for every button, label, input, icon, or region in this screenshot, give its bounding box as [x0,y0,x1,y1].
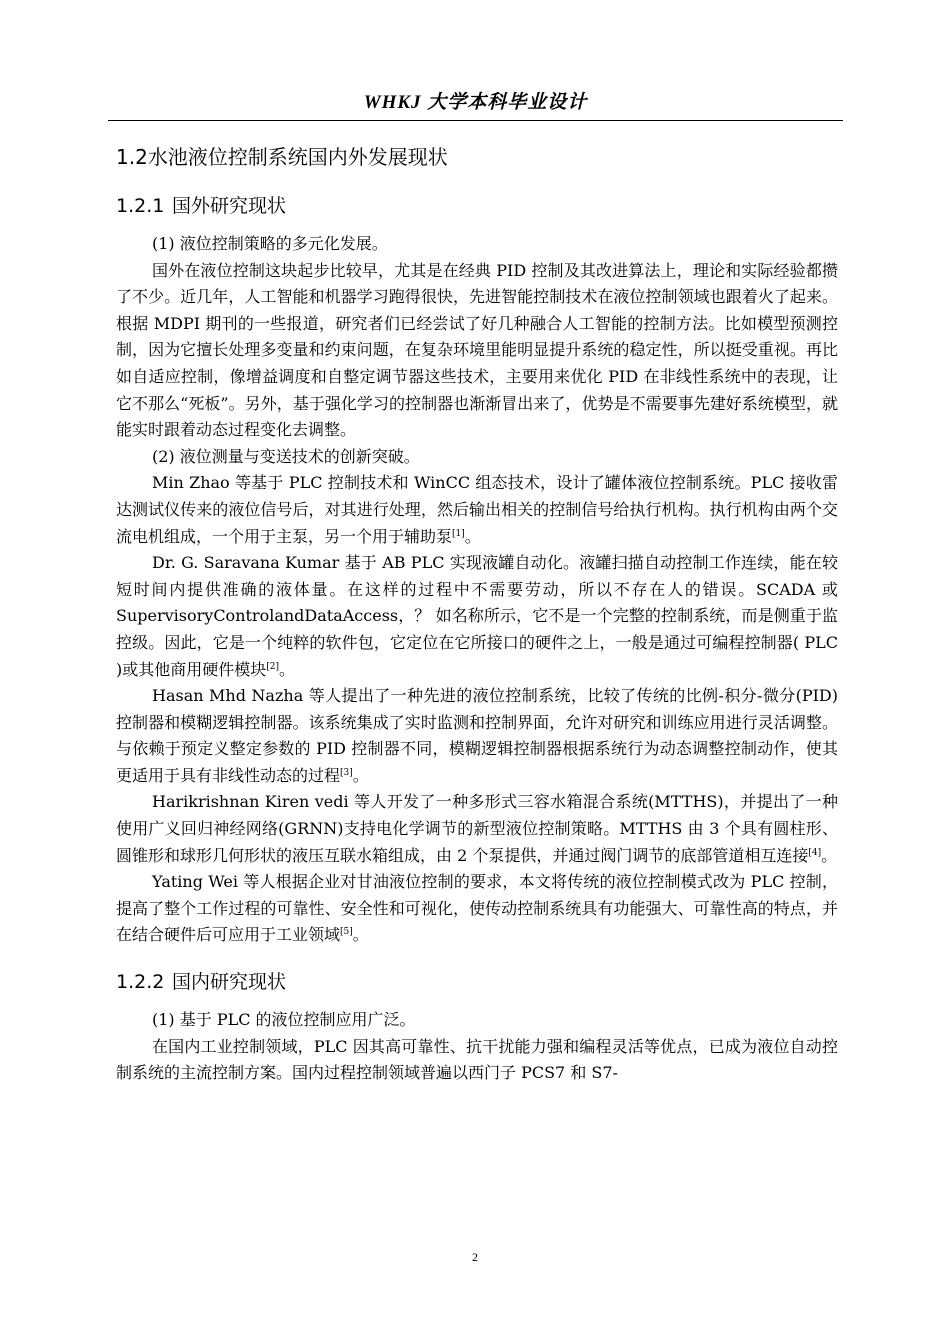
paragraph-end: 。 [821,845,838,865]
subsection-heading-foreign [116,189,838,223]
paragraph: 在国内工业控制领域，PLC 因其高可靠性、抗干扰能力强和编程灵活等优点，已成为液位自动控制系统的主流控制方案。国内过程控制领域普遍以西门子 PCS7 和 S7- [116,1036,838,1083]
subsection-title: 国内研究现状 [172,971,287,994]
section-number: 1.2 [116,145,148,169]
section-title: 水池液位控制系统国内外发展现状 [147,145,448,169]
citation: [1] [452,528,465,539]
paragraph-text: Hasan Mhd Nazha 等人提出了一种先进的液位控制系统，比较了传统的比例-积分-微分(PID)控制器和模糊逻辑控制器。该系统集成了实时监测和控制界面，允许对研究和训练应用进行灵活调整。与依赖于预定义整定参数的 PID 控制器不同，模糊逻辑控制器根据系统行为动态调整控制动作，使其更适用于具有非线性动态的过程 [116,686,838,785]
page-body [116,140,838,1087]
citation: [3] [340,767,353,778]
paragraph-end: 。 [464,526,481,546]
paragraph-text: Dr. G. Saravana Kumar 基于 AB PLC 实现液罐自动化。液罐扫描自动控制工作连续，能在较短时间内提供准确的液体量。在这样的过程中不需要劳动，所以不存在人的错误。SCADA 或 SupervisoryControlandDataAccess，？ 如名称所示，它不是一个完整的控制系统，而是侧重于监控级。因此，它是一个纯粹的软件包，它定位在它所接口的硬件之上，一般是通过可编程控制器( PLC )或其他商用硬件模块 [116,553,838,679]
paragraph: (1) 基于 PLC 的液位控制应用广泛。 [152,1010,416,1030]
paragraph-end: 。 [279,659,296,679]
paragraph [116,869,838,949]
paragraph-end: 。 [352,765,369,785]
paragraph: 国外在液位控制这块起步比较早，尤其是在经典 PID 控制及其改进算法上，理论和实际经验都攒了不少。近几年，人工智能和机器学习跑得很快，先进智能控制技术在液位控制领域也跟着火了起来。根据 MDPI 期刊的一些报道，研究者们已经尝试了好几种融合人工智能的控制方法。比如模型预测控制，因为它擅长处理多变量和约束问题，在复杂环境里能明显提升系统的稳定性，所以挺受重视。再比如自适应控制，像增益调度和自整定调节器这些技术，主要用来优化 PID 在非线性系统中的表现，让它不那么“死板”。另外，基于强化学习的控制器也渐渐冒出来了，优势是不需要事先建好系统模型，就能实时跟着动态过程变化去调整。 [116,260,838,440]
page-header: WHKJ 大学本科毕业设计 [363,92,588,113]
paragraph [116,470,838,550]
paragraph: (1) 液位控制策略的多元化发展。 [152,234,388,253]
citation: [4] [808,847,822,858]
section-heading [116,140,838,175]
subsection-title: 国外研究现状 [172,195,287,217]
paragraph-end: 。 [352,925,369,945]
citation: [5] [340,927,353,938]
subsection-number: 1.2.2 [116,971,165,994]
paragraph-text: Harikrishnan Kiren vedi 等人开发了一种多形式三容水箱混合系统(MTTHS)，并提出了一种使用广义回归神经网络(GRNN)支持电化学调节的新型液位控制策略。MTTHS 由 3 个具有圆柱形、圆锥形和球形几何形状的液压互联水箱组成，由 2 个泵提供，并通过阀门调节的底部管道相互连接 [116,792,838,865]
paragraph-text: Min Zhao 等基于 PLC 控制技术和 WinCC 组态技术，设计了罐体液位控制系统。PLC 接收雷达测试仪传来的液位信号后，对其进行处理，然后输出相关的控制信号给执行机构。执行机构由两个交流电机组成，一个用于主泵，另一个用于辅助泵 [116,473,838,546]
paragraph: (2) 液位测量与变送技术的创新突破。 [152,446,420,466]
paragraph-text: Yating Wei 等人根据企业对甘油液位控制的要求，本文将传统的液位控制模式改为 PLC 控制，提高了整个工作过程的可靠性、安全性和可视化，使传动控制系统具有功能强大、可靠性高的特点，并在结合硬件后可应用于工业领域 [116,872,838,945]
paragraph [116,550,838,683]
header-rule [108,120,843,121]
paragraph [116,683,838,789]
paragraph [116,789,838,869]
citation: [2] [266,661,279,672]
page-number: 2 [472,1250,478,1264]
subsection-number: 1.2.1 [116,195,165,217]
subsection-heading-domestic [116,965,838,999]
